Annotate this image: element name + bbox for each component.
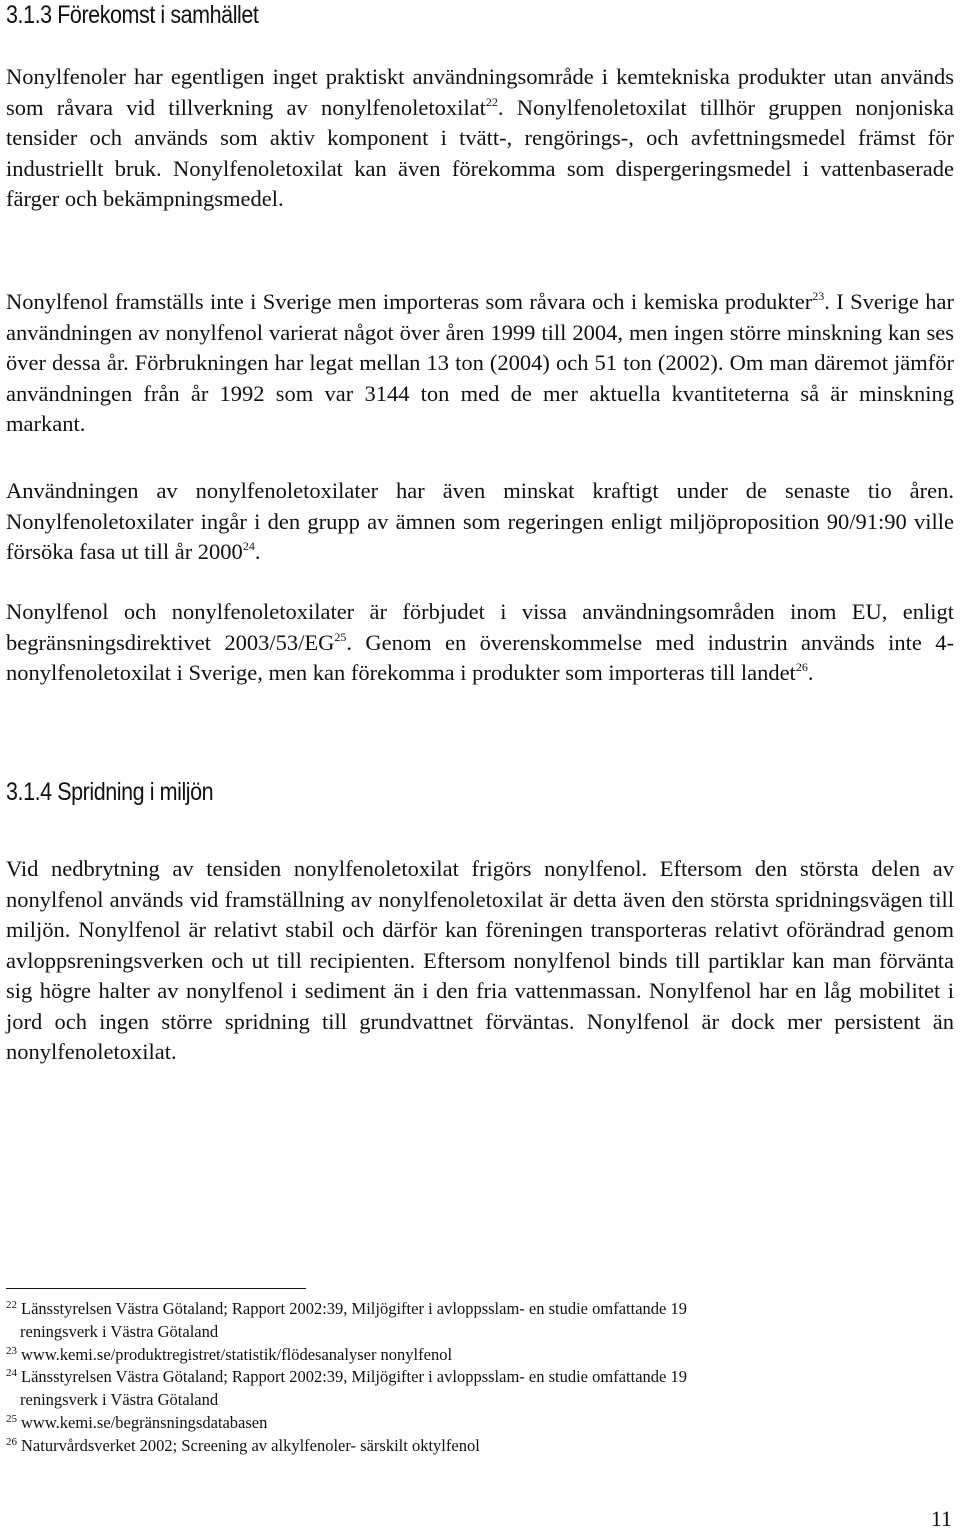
paragraph-import bbox=[6, 287, 954, 440]
footnotes bbox=[6, 1298, 906, 1458]
paragraph-text: . bbox=[254, 539, 261, 564]
paragraph-text: . Nonylfenoletoxilat tillhör gruppen nonjoniska tensider och används som aktiv komponent i tvätt-, rengörings-, och avfettningsmedel främst för industriellt bruk. Nonylfenoletoxilat kan även förekomma som dispergeringsmedel i vattenbaserade färger och bekämpningsmedel. bbox=[6, 94, 954, 211]
paragraph-text: Nonylfenoler har egentligen inget praktiskt användningsområde i kemtekniska produkter utan används som råvara vid tillverkning av nonylfenoletoxilat bbox=[6, 64, 954, 120]
footnote-ref[interactable]: 22 bbox=[485, 94, 498, 109]
paragraph-text: Nonylfenol framställs inte i Sverige men importeras som råvara och i kemiska produkter bbox=[6, 289, 813, 314]
paragraph-text: . bbox=[807, 660, 814, 685]
footnote-26 bbox=[6, 1435, 906, 1458]
footnote-ref[interactable]: 24 bbox=[242, 539, 255, 553]
paragraph-usage bbox=[6, 62, 954, 215]
footnote-text-continued: reningsverk i Västra Götaland bbox=[20, 1321, 219, 1341]
footnote-number: 22 bbox=[6, 1299, 17, 1311]
footnote-text: Länsstyrelsen Västra Götaland; Rapport 2002:39, Miljögifter i avloppsslam- en studie omfattande 19 bbox=[21, 1299, 687, 1318]
footnote-link[interactable]: www.kemi.se/begränsningsdatabasen bbox=[21, 1412, 268, 1432]
section-heading-forekomst: 3.1.3 Förekomst i samhället bbox=[6, 1, 259, 29]
footnote-ref[interactable]: 26 bbox=[795, 660, 808, 674]
footnote-23 bbox=[6, 1344, 906, 1367]
footnote-text: Naturvårdsverket 2002; Screening av alkylfenoler- särskilt oktylfenol bbox=[21, 1435, 480, 1455]
footnote-number: 26 bbox=[6, 1435, 17, 1448]
footnote-ref[interactable]: 25 bbox=[334, 629, 347, 644]
paragraph-text: Nonylfenol och nonylfenoletoxilater är förbjudet i vissa användningsområden inom EU, enligt begränsningsdirektivet 2003/53/EG bbox=[6, 599, 954, 655]
page-number: 11 bbox=[930, 1506, 952, 1531]
footnote-22 bbox=[6, 1298, 906, 1344]
paragraph-text: Användningen av nonylfenoletoxilater har även minskat kraftigt under de senaste tio åren. Nonylfenoletoxilater ingår i den grupp av ämnen som regeringen enligt miljöproposition 90/91:90 ville försöka fasa ut till år 2000 bbox=[6, 478, 954, 564]
footnote-24 bbox=[6, 1366, 906, 1412]
paragraph-spread: Vid nedbrytning av tensiden nonylfenoletoxilat frigörs nonylfenol. Eftersom den största delen av nonylfenol används vid framställning av nonylfenoletoxilat är detta även den största spridningsvägen till miljön. Nonylfenol är relativt stabil och därför kan föreningen transporteras relativt oförändrad genom avloppsreningsverken och ut till recipienten. Eftersom nonylfenol binds till partiklar kan man förvänta sig högre halter av nonylfenol i sediment än i den fria vattenmassan. Nonylfenol har en låg mobilitet i jord och ingen större spridning till grundvattnet förväntas. Nonylfenol är dock mer persistent än nonylfenoletoxilat. bbox=[6, 856, 954, 1064]
paragraph-ban bbox=[6, 597, 954, 689]
footnote-link[interactable]: www.kemi.se/produktregistret/statistik/flödesanalyser nonylfenol bbox=[21, 1344, 453, 1364]
footnote-number: 24 bbox=[6, 1367, 17, 1380]
section-heading-spridning: 3.1.4 Spridning i miljön bbox=[6, 778, 214, 806]
footnote-number: 25 bbox=[6, 1412, 17, 1425]
footnote-ref[interactable]: 23 bbox=[812, 289, 825, 303]
paragraph-decline bbox=[6, 476, 954, 568]
footnote-text-continued: reningsverk i Västra Götaland bbox=[20, 1390, 219, 1410]
footnote-25 bbox=[6, 1412, 906, 1435]
footnote-number: 23 bbox=[6, 1344, 17, 1357]
paragraph-text: . Genom en överenskommelse med industrin används inte 4-nonylfenoletoxilat i Sverige, men kan förekomma i produkter som importeras till landet bbox=[6, 629, 954, 685]
footnote-text: Länsstyrelsen Västra Götaland; Rapport 2002:39, Miljögifter i avloppsslam- en studie omfattande 19 bbox=[21, 1367, 687, 1387]
footnote-separator bbox=[6, 1288, 306, 1289]
paragraph-text: . I Sverige har användningen av nonylfenol varierat något över åren 1999 till 2004, men ingen större minskning kan ses över dessa år. Förbrukningen har legat mellan 13 ton (2004) och 51 ton (2002). Om man däremot jämför användningen från år 1992 som var 3144 ton med de mer aktuella kvantiteterna så är minskning markant. bbox=[6, 289, 955, 436]
